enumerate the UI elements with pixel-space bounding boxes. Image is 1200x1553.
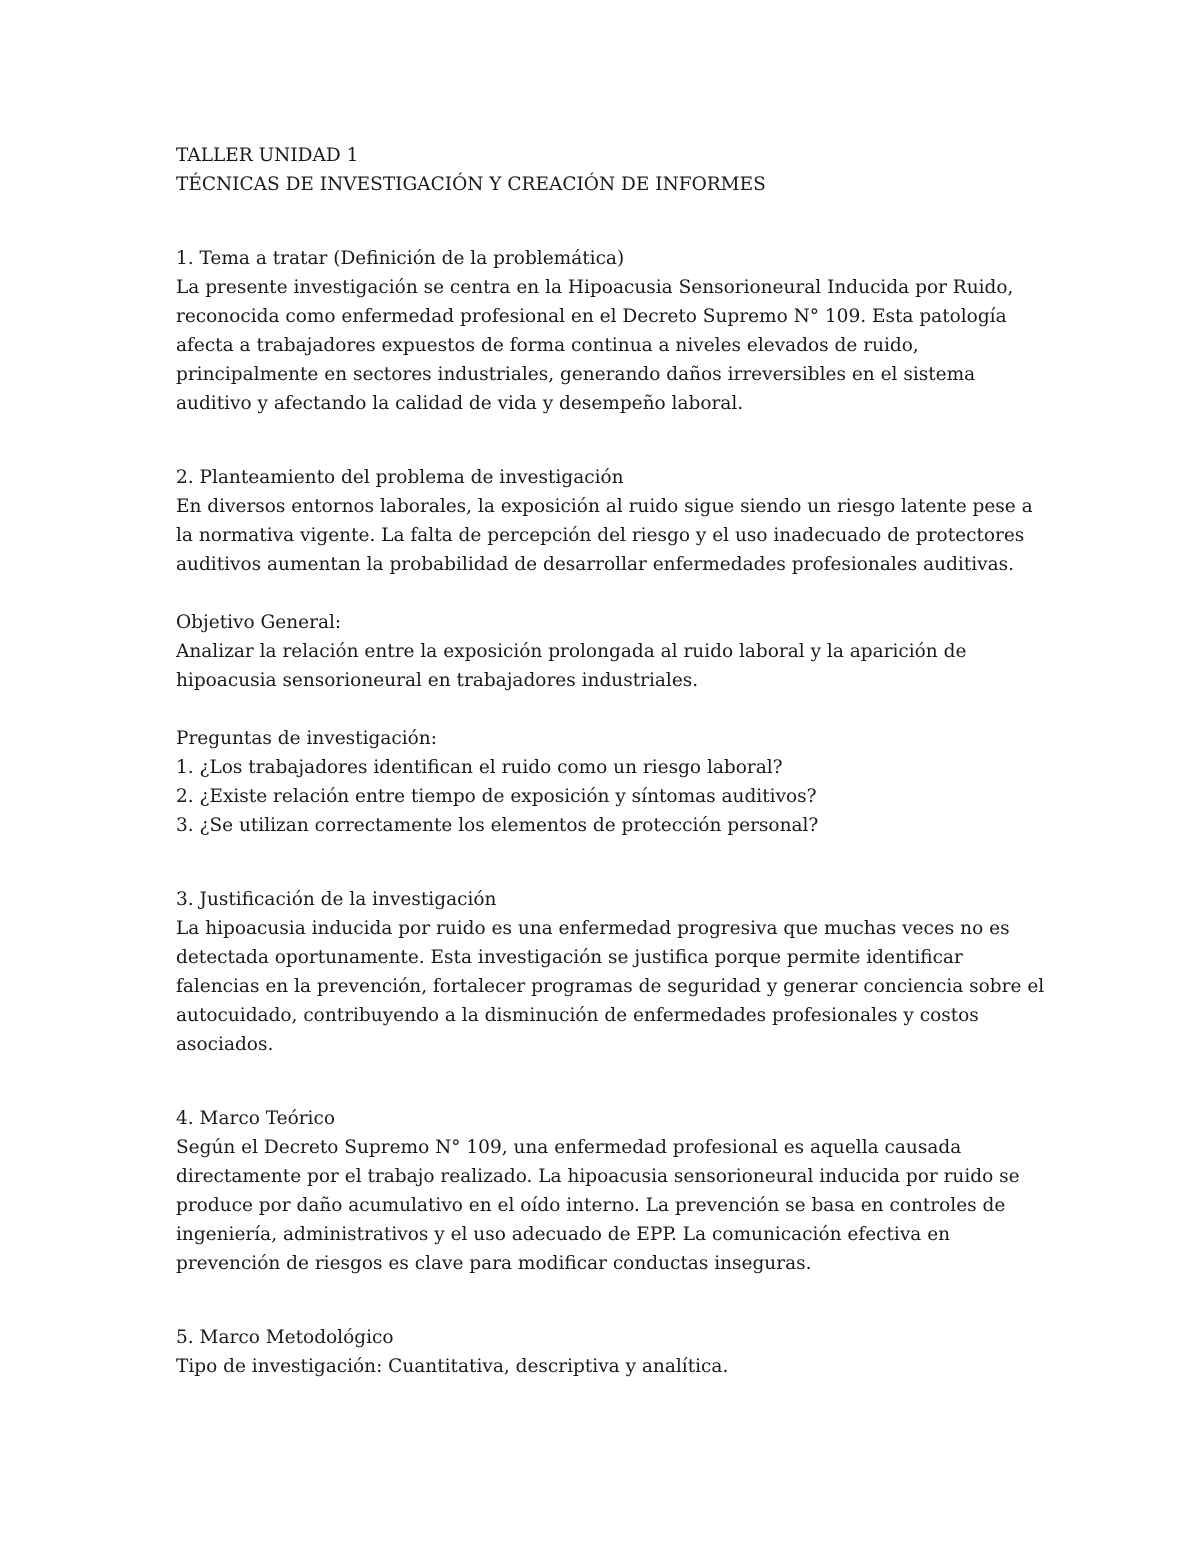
section-2	[176, 463, 1036, 840]
section-1-heading: 1. Tema a tratar (Definición de la problemática)	[176, 248, 625, 269]
questions-label: Preguntas de investigación:	[176, 728, 437, 749]
document-subtitle: TÉCNICAS DE INVESTIGACIÓN Y CREACIÓN DE INFORMES	[176, 174, 766, 195]
section-4-heading: 4. Marco Teórico	[176, 1108, 335, 1129]
paragraph-line: La presente investigación se centra en la Hipoacusia Sensorioneural Inducida por Ruido,	[176, 277, 1014, 298]
document-header	[176, 141, 1036, 199]
paragraph-line: La hipoacusia inducida por ruido es una enfermedad progresiva que muchas veces no es	[176, 918, 1010, 939]
question-item: 1. ¿Los trabajadores identifican el ruido como un riesgo laboral?	[176, 757, 783, 778]
section-3-heading: 3. Justificación de la investigación	[176, 889, 497, 910]
paragraph-line: ingeniería, administrativos y el uso adecuado de EPP. La comunicación efectiva en	[176, 1224, 951, 1245]
objective-label: Objetivo General:	[176, 612, 342, 633]
section-5	[176, 1323, 1036, 1381]
question-item: 2. ¿Existe relación entre tiempo de exposición y síntomas auditivos?	[176, 786, 817, 807]
paragraph-line: Según el Decreto Supremo N° 109, una enfermedad profesional es aquella causada	[176, 1137, 962, 1158]
paragraph-line: principalmente en sectores industriales, generando daños irreversibles en el sistema	[176, 364, 976, 385]
paragraph-line: la normativa vigente. La falta de percepción del riesgo y el uso inadecuado de protectores	[176, 525, 1025, 546]
paragraph-line: produce por daño acumulativo en el oído interno. La prevención se basa en controles de	[176, 1195, 1006, 1216]
paragraph-line: detectada oportunamente. Esta investigación se justifica porque permite identificar	[176, 947, 963, 968]
paragraph-line: Tipo de investigación: Cuantitativa, descriptiva y analítica.	[176, 1356, 729, 1377]
section-2-heading: 2. Planteamiento del problema de investigación	[176, 467, 624, 488]
question-item: 3. ¿Se utilizan correctamente los elementos de protección personal?	[176, 815, 819, 836]
section-5-heading: 5. Marco Metodológico	[176, 1327, 394, 1348]
document-page	[176, 141, 1045, 1381]
paragraph-line: En diversos entornos laborales, la exposición al ruido sigue siendo un riesgo latente pese a	[176, 496, 1033, 517]
section-1	[176, 244, 1036, 418]
paragraph-line: falencias en la prevención, fortalecer programas de seguridad y generar conciencia sobre el	[176, 976, 1045, 997]
paragraph-line: Analizar la relación entre la exposición prolongada al ruido laboral y la aparición de	[176, 641, 967, 662]
paragraph-line: auditivo y afectando la calidad de vida y desempeño laboral.	[176, 393, 744, 414]
paragraph-line: afecta a trabajadores expuestos de forma continua a niveles elevados de ruido,	[176, 335, 919, 356]
paragraph-line: autocuidado, contribuyendo a la disminución de enfermedades profesionales y costos	[176, 1005, 979, 1026]
paragraph-line: prevención de riesgos es clave para modificar conductas inseguras.	[176, 1253, 812, 1274]
paragraph-line: auditivos aumentan la probabilidad de desarrollar enfermedades profesionales auditivas.	[176, 554, 1015, 575]
paragraph-line: reconocida como enfermedad profesional en el Decreto Supremo N° 109. Esta patología	[176, 306, 1007, 327]
section-4	[176, 1104, 1036, 1278]
document-title: TALLER UNIDAD 1	[176, 145, 359, 166]
paragraph-line: hipoacusia sensorioneural en trabajadores industriales.	[176, 670, 699, 691]
section-3	[176, 885, 1045, 1059]
paragraph-line: directamente por el trabajo realizado. La hipoacusia sensorioneural inducida por ruido se	[176, 1166, 1020, 1187]
paragraph-line: asociados.	[176, 1034, 274, 1055]
